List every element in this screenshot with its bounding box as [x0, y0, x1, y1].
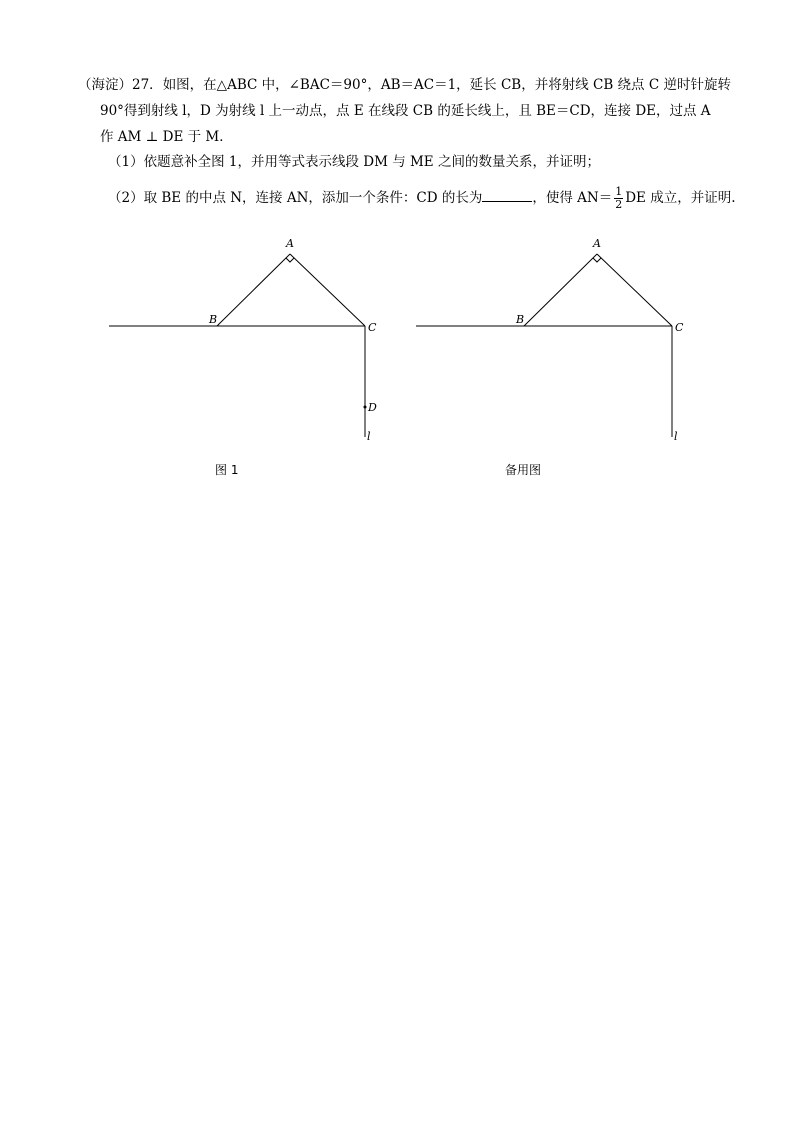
- problem-source: （海淀）: [78, 77, 132, 93]
- label-d: D: [368, 401, 377, 414]
- right-angle-mark: [286, 258, 294, 262]
- figure-1-caption: 图 1: [215, 463, 239, 477]
- label-l: l: [674, 430, 678, 443]
- problem-line-2: 90°得到射线 l，D 为射线 l 上一动点，点 E 在线段 CB 的延长线上，且 BE＝CD，连接 DE，过点 A: [100, 103, 711, 119]
- label-c: C: [368, 321, 377, 334]
- label-b: B: [516, 313, 525, 326]
- part2-text-b: ，使得 AN＝: [532, 190, 613, 206]
- right-angle-mark: [593, 258, 601, 262]
- question-part-2: [108, 186, 735, 211]
- figure-1: [100, 232, 400, 452]
- label-b: B: [209, 313, 218, 326]
- fraction-one-half: [614, 186, 623, 211]
- fraction-denominator: 2: [615, 198, 623, 211]
- answer-blank[interactable]: [482, 189, 532, 202]
- segment-ac: [597, 254, 672, 326]
- part2-text-a: （2）取 BE 的中点 N，连接 AN，添加一个条件：CD 的长为: [108, 190, 483, 206]
- segment-ab: [217, 254, 290, 326]
- problem-number: 27．: [132, 77, 163, 93]
- label-l: l: [367, 430, 371, 443]
- part2-text-c: DE 成立，并证明.: [625, 190, 736, 206]
- segment-ac: [290, 254, 365, 326]
- segment-ab: [524, 254, 597, 326]
- figure-backup: [407, 232, 707, 452]
- label-a: A: [286, 237, 294, 250]
- point-d-dot: [364, 406, 367, 409]
- problem-line-1: 如图，在△ABC 中，∠BAC＝90°，AB＝AC＝1，延长 CB，并将射线 CB 绕点 C 逆时针旋转: [162, 77, 731, 93]
- question-part-1: （1）依题意补全图 1，并用等式表示线段 DM 与 ME 之间的数量关系，并证明；: [108, 154, 600, 170]
- label-a: A: [593, 237, 601, 250]
- fraction-numerator: 1: [615, 185, 623, 198]
- problem-statement: [78, 72, 738, 150]
- label-c: C: [675, 321, 684, 334]
- figure-backup-caption: 备用图: [505, 463, 542, 477]
- problem-line-3: 作 AM ⊥ DE 于 M．: [100, 129, 233, 145]
